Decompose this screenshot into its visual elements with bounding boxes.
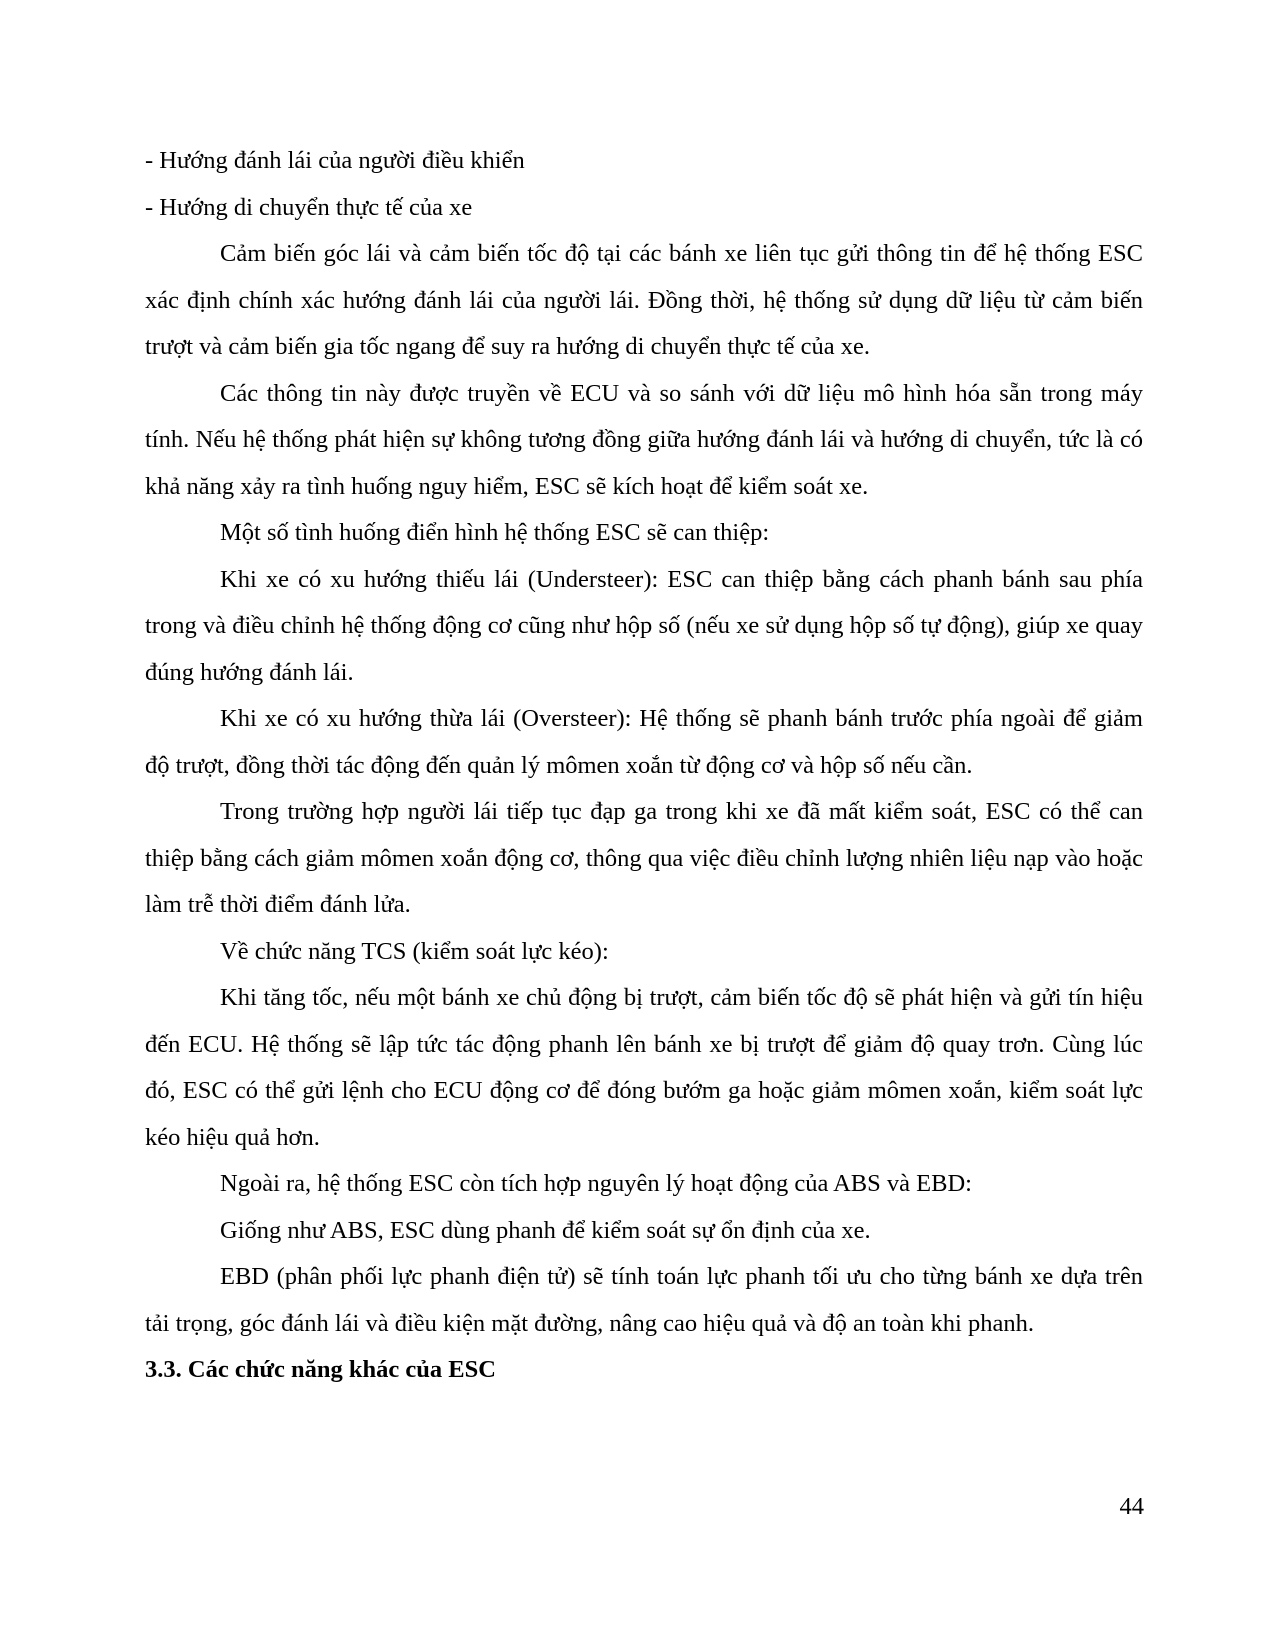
section-heading: 3.3. Các chức năng khác của ESC [145,1356,496,1383]
paragraph-ebd: EBD (phân phối lực phanh điện tử) sẽ tính toán lực phanh tối ưu cho từng bánh xe dựa trên tải trọng, góc đánh lái và điều kiện mặt đường, nâng cao hiệu quả và độ an toàn khi phanh. [145,1263,1143,1337]
page-number: 44 [1119,1493,1144,1520]
document-body [145,138,1143,1394]
paragraph-typical-situations: Một số tình huống điển hình hệ thống ESC sẽ can thiệp: [220,519,770,546]
paragraph-throttle-intervention: Trong trường hợp người lái tiếp tục đạp ga trong khi xe đã mất kiểm soát, ESC có thể can thiệp bằng cách giảm mômen xoắn động cơ, thông qua việc điều chỉnh lượng nhiên liệu nạp vào hoặc làm trễ thời điểm đánh lửa. [145,798,1143,918]
paragraph-understeer: Khi xe có xu hướng thiếu lái (Understeer): ESC can thiệp bằng cách phanh bánh sau phía trong và điều chỉnh hệ thống động cơ cũng như hộp số (nếu xe sử dụng hộp số tự động), giúp xe quay đúng hướng đánh lái. [145,565,1143,686]
bullet-steering-direction: - Hướng đánh lái của người điều khiển [145,147,525,174]
paragraph-abs: Giống như ABS, ESC dùng phanh để kiểm soát sự ổn định của xe. [220,1216,871,1244]
paragraph-abs-ebd-intro: Ngoài ra, hệ thống ESC còn tích hợp nguyên lý hoạt động của ABS và EBD: [220,1170,972,1197]
bullet-actual-direction: - Hướng di chuyển thực tế của xe [145,193,473,221]
paragraph-tcs-detail: Khi tăng tốc, nếu một bánh xe chủ động bị trượt, cảm biến tốc độ sẽ phát hiện và gửi tín hiệu đến ECU. Hệ thống sẽ lập tức tác động phanh lên bánh xe bị trượt để giảm độ quay trơn. Cùng lúc đó, ESC có thể gửi lệnh cho ECU động cơ để đóng bướm ga hoặc giảm mômen xoắn, kiểm soát lực kéo hiệu quả hơn. [145,984,1143,1151]
paragraph-ecu-compare: Các thông tin này được truyền về ECU và so sánh với dữ liệu mô hình hóa sẵn trong máy tính. Nếu hệ thống phát hiện sự không tương đồng giữa hướng đánh lái và hướng di chuyển, tức là có khả năng xảy ra tình huống nguy hiểm, ESC sẽ kích hoạt để kiểm soát xe. [145,379,1143,500]
paragraph-oversteer: Khi xe có xu hướng thừa lái (Oversteer): Hệ thống sẽ phanh bánh trước phía ngoài để giảm độ trượt, đồng thời tác động đến quản lý mômen xoắn từ động cơ và hộp số nếu cần. [145,705,1143,779]
paragraph-sensors: Cảm biến góc lái và cảm biến tốc độ tại các bánh xe liên tục gửi thông tin để hệ thống ESC xác định chính xác hướng đánh lái của người lái. Đồng thời, hệ thống sử dụng dữ liệu từ cảm biến trượt và cảm biến gia tốc ngang để suy ra hướng di chuyển thực tế của xe. [145,240,1143,360]
paragraph-tcs-intro: Về chức năng TCS (kiểm soát lực kéo): [220,937,609,965]
